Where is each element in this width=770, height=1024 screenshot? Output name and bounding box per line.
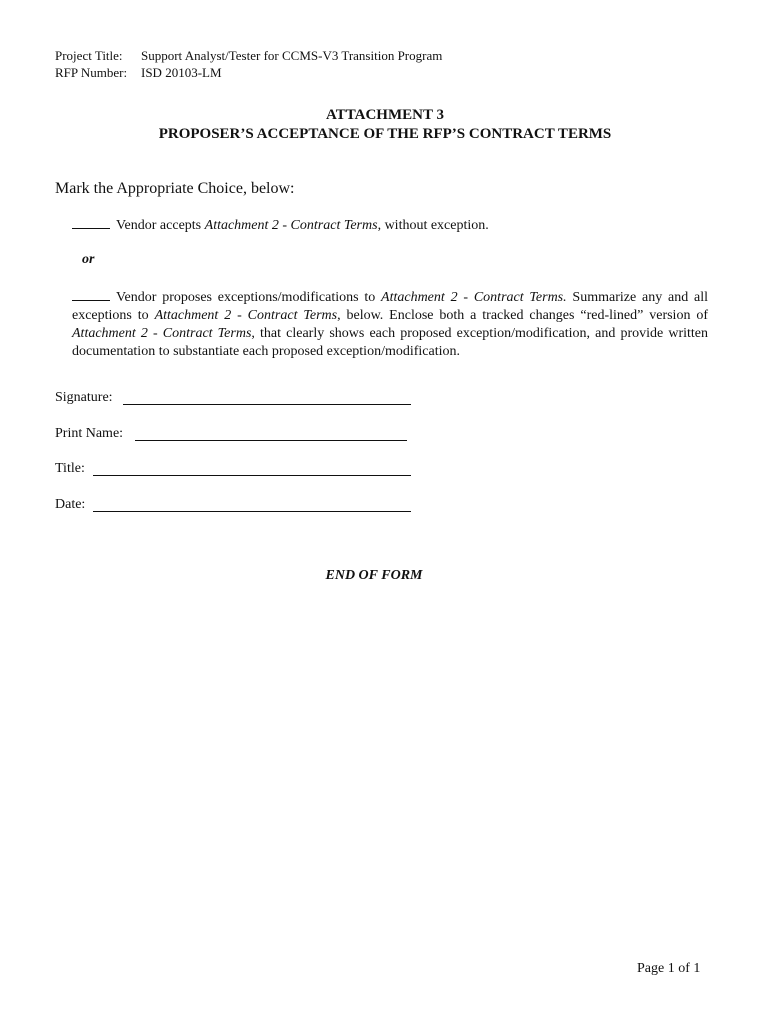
rfp-number-line (55, 65, 222, 81)
choice-exceptions-italic-c: Attachment 2 - Contract Terms (72, 326, 252, 341)
choice-accept-text-a: Vendor accepts (116, 218, 205, 233)
project-title-line (55, 48, 442, 64)
date-line[interactable] (93, 511, 411, 512)
choice-accept-italic: Attachment 2 - Contract Terms (204, 218, 378, 233)
signature-label: Signature: (55, 390, 113, 405)
choice-exceptions-text-c: , below. Enclose both a tracked changes “red-lined” version of (337, 308, 709, 323)
choice-accept-blank[interactable] (72, 216, 110, 229)
choice-accept (72, 216, 708, 235)
end-of-form: END OF FORM (325, 568, 423, 583)
project-title-value: Support Analyst/Tester for CCMS-V3 Transition Program (141, 48, 443, 63)
choice-exceptions-text-a: Vendor proposes exceptions/modifications to (116, 290, 382, 305)
attachment-title: ATTACHMENT 3 (326, 107, 444, 123)
attachment-subtitle: PROPOSER’S ACCEPTANCE OF THE RFP’S CONTRACT TERMS (158, 126, 612, 142)
choice-exceptions-text-b: Summarize any and all exceptions to (72, 290, 709, 323)
or-separator: or (82, 252, 95, 267)
page-number: Page 1 of 1 (637, 961, 701, 976)
signature-field (55, 389, 113, 407)
date-label: Date: (55, 497, 86, 512)
choice-exceptions-italic-b: Attachment 2 - Contract Terms (154, 308, 338, 323)
choice-exceptions (72, 288, 708, 361)
print-name-label: Print Name: (55, 426, 124, 441)
print-name-line[interactable] (135, 440, 407, 441)
rfp-number-label: RFP Number: (55, 65, 128, 80)
signature-line[interactable] (123, 404, 411, 405)
date-field (55, 496, 85, 514)
instruction-text: Mark the Appropriate Choice, below: (55, 180, 295, 197)
title-field (55, 460, 85, 478)
title-line[interactable] (93, 475, 411, 476)
rfp-number-value: ISD 20103-LM (141, 65, 222, 80)
project-title-label: Project Title: (55, 48, 123, 63)
choice-exceptions-italic-a: Attachment 2 - Contract Terms. (381, 290, 567, 305)
title-label: Title: (55, 461, 85, 476)
choice-accept-text-b: , without exception. (377, 218, 489, 233)
choice-exceptions-blank[interactable] (72, 288, 110, 301)
choice-exceptions-text-d: , that clearly shows each proposed exception/modification, and provide written documentation to substantiate each proposed exception/modification. (72, 326, 708, 359)
print-name-field (55, 425, 123, 443)
